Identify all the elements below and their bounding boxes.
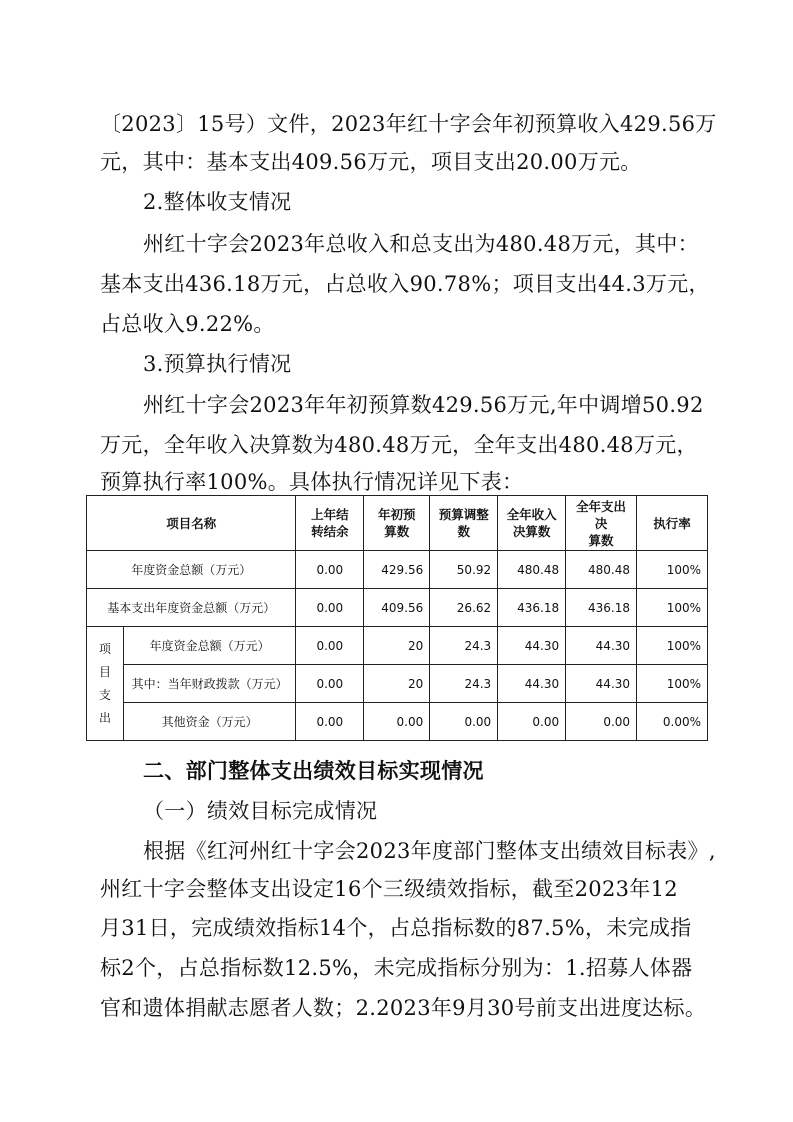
- header-annual-income: 全年收入 决算数: [498, 496, 566, 551]
- cell-income: 480.48: [498, 551, 566, 589]
- part2-line4: 标2个，占总指标数12.5%，未完成指标分别为：1.招募人体器: [100, 956, 693, 980]
- section2-heading: 2.整体收支情况: [143, 190, 292, 214]
- cell-initial: 0.00: [364, 703, 430, 741]
- cell-expense: 480.48: [566, 551, 637, 589]
- cell-rate: 0.00%: [637, 703, 708, 741]
- section2-line2: 基本支出436.18万元，占总收入90.78%；项目支出44.3万元，: [100, 272, 710, 296]
- cell-initial: 429.56: [364, 551, 430, 589]
- part2-line1: 根据《红河州红十字会2023年度部门整体支出绩效目标表》,: [143, 839, 716, 863]
- cell-carry: 0.00: [296, 627, 364, 665]
- cell-adjust: 26.62: [430, 589, 498, 627]
- section3-line1: 州红十字会2023年年初预算数429.56万元,年中调增50.92: [143, 393, 704, 417]
- table-row: [87, 703, 708, 741]
- table-row: [87, 589, 708, 627]
- section3-line3: 预算执行率100%。具体执行情况详见下表：: [100, 470, 524, 494]
- cell-expense: 44.30: [566, 627, 637, 665]
- part2-line5: 官和遗体捐献志愿者人数；2.2023年9月30号前支出进度达标。: [100, 996, 707, 1020]
- header-annual-expense: 全年支出决 算数: [566, 496, 637, 551]
- section2-line3: 占总收入9.22%。: [100, 312, 275, 336]
- cell-income: 436.18: [498, 589, 566, 627]
- cell-rate: 100%: [637, 551, 708, 589]
- cell-adjust: 24.3: [430, 665, 498, 703]
- cell-rate: 100%: [637, 589, 708, 627]
- cell-carry: 0.00: [296, 589, 364, 627]
- cell-carry: 0.00: [296, 551, 364, 589]
- table-row: [87, 551, 708, 589]
- cell-expense: 436.18: [566, 589, 637, 627]
- cell-income: 44.30: [498, 665, 566, 703]
- table-row: [87, 627, 708, 665]
- table-header-row: [87, 496, 708, 551]
- cell-income: 44.30: [498, 627, 566, 665]
- section2-line1: 州红十字会2023年总收入和总支出为480.48万元，其中：: [143, 232, 699, 256]
- cell-initial: 20: [364, 665, 430, 703]
- row-name: 其他资金（万元）: [123, 703, 295, 741]
- cell-rate: 100%: [637, 665, 708, 703]
- section3-line2: 万元，全年收入决算数为480.48万元，全年支出480.48万元，: [100, 433, 698, 457]
- budget-execution-table: [86, 495, 708, 741]
- para1-line2: 元，其中：基本支出409.56万元，项目支出20.00万元。: [100, 150, 642, 174]
- section3-heading: 3.预算执行情况: [143, 352, 292, 376]
- part2-line3: 月31日，完成绩效指标14个，占总指标数的87.5%，未完成指: [100, 916, 692, 940]
- table-row: [87, 665, 708, 703]
- part2-line2: 州红十字会整体支出设定16个三级绩效指标，截至2023年12: [100, 877, 678, 901]
- cell-expense: 0.00: [566, 703, 637, 741]
- part2-subheading: （一）绩效目标完成情况: [143, 799, 378, 823]
- row-name: 年度资金总额（万元）: [87, 551, 296, 589]
- cell-rate: 100%: [637, 627, 708, 665]
- cell-initial: 20: [364, 627, 430, 665]
- header-execution-rate: 执行率: [637, 496, 708, 551]
- row-name: 其中：当年财政拨款（万元）: [123, 665, 295, 703]
- row-name: 年度资金总额（万元）: [123, 627, 295, 665]
- cell-adjust: 24.3: [430, 627, 498, 665]
- cell-expense: 44.30: [566, 665, 637, 703]
- cell-income: 0.00: [498, 703, 566, 741]
- cell-adjust: 0.00: [430, 703, 498, 741]
- header-initial-budget: 年初预 算数: [364, 496, 430, 551]
- cell-carry: 0.00: [296, 665, 364, 703]
- group-label-project-expense: 项 目 支 出: [87, 627, 124, 741]
- row-name: 基本支出年度资金总额（万元）: [87, 589, 296, 627]
- part2-heading: 二、部门整体支出绩效目标实现情况: [143, 759, 484, 783]
- header-project-name: 项目名称: [87, 496, 296, 551]
- para1-line1: 〔2023〕15号）文件，2023年红十字会年初预算收入429.56万: [100, 112, 717, 136]
- header-carryover: 上年结 转结余: [296, 496, 364, 551]
- cell-carry: 0.00: [296, 703, 364, 741]
- cell-initial: 409.56: [364, 589, 430, 627]
- cell-adjust: 50.92: [430, 551, 498, 589]
- header-budget-adjustment: 预算调整 数: [430, 496, 498, 551]
